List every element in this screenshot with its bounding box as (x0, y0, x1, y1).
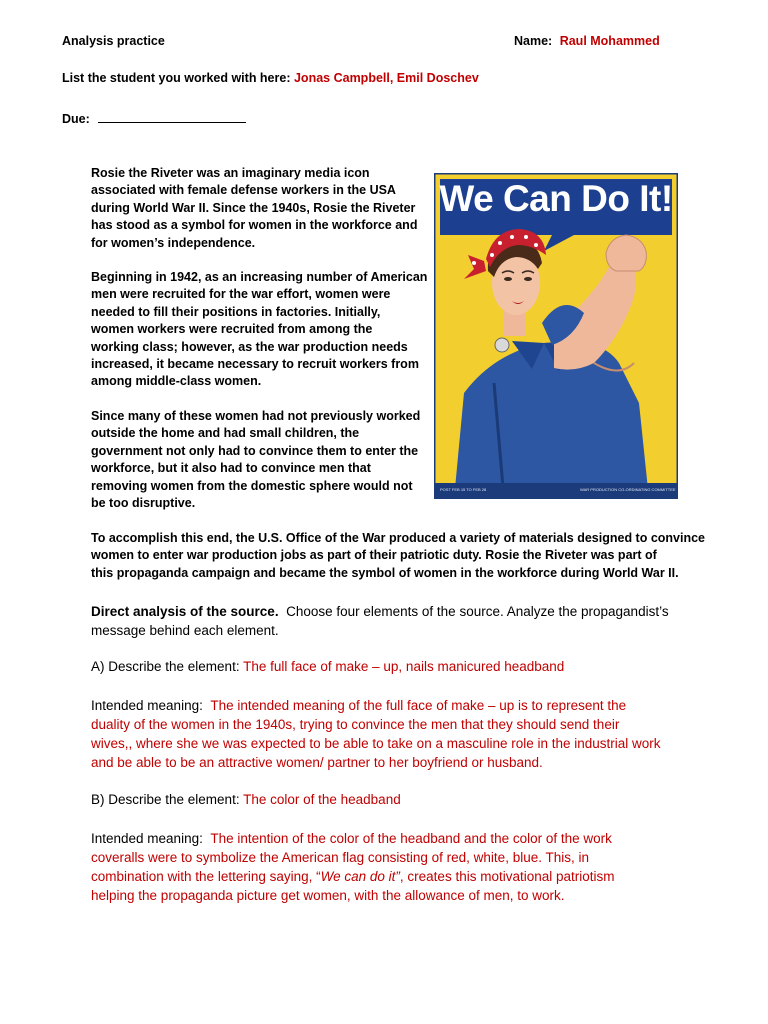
name-field (514, 34, 660, 48)
instructions-heading: Direct analysis of the source. (91, 604, 279, 619)
text-line: during World War II. Since the 1940s, Rosie the Riveter (91, 200, 416, 215)
element-a-meaning (91, 696, 691, 772)
text-line: workforce, but it also had to convince men that (91, 461, 371, 476)
element-b-slogan-quote: We can do it” (320, 869, 400, 884)
poster-illustration (434, 173, 678, 499)
text-line: men were recruited for the war effort, women were (91, 287, 391, 302)
partners-line (62, 71, 479, 85)
element-b-prompt-line (91, 792, 401, 807)
element-a-meaning-label: Intended meaning: (91, 698, 203, 713)
element-b-meaning-text: coveralls were to symbolize the American flag consisting of red, white, blue. This, in (91, 850, 589, 865)
element-b-meaning-text (91, 867, 691, 886)
partners-label: List the student you worked with here: (62, 71, 291, 85)
element-b-meaning (91, 829, 691, 905)
element-b-meaning-text-part: combination with the lettering saying, “ (91, 869, 321, 884)
name-value: Raul Mohammed (559, 34, 660, 48)
we-can-do-it-poster (434, 173, 678, 499)
text-line: increased, it became necessary to recruit workers from (91, 357, 419, 372)
element-a-prompt-line (91, 659, 564, 674)
name-label: Name: (514, 34, 553, 48)
poster-headline: We Can Do It! (439, 178, 673, 219)
element-b-meaning-line-1 (91, 829, 691, 848)
worksheet-title: Analysis practice (62, 34, 165, 48)
text-line: Rosie the Riveter was an imaginary media icon (91, 166, 370, 180)
text-line: associated with female defense workers in the USA (91, 183, 396, 198)
element-b-meaning-text-part: , creates this motivational patriotism (399, 869, 615, 884)
text-line: outside the home and had small children, the (91, 426, 360, 441)
intro-paragraph-3 (91, 408, 420, 512)
text-line: needed to fill their positions in factories. Initially, (91, 304, 381, 319)
element-a-meaning-line-1 (91, 696, 691, 715)
instructions-line-1 (91, 602, 669, 621)
element-b-prompt: B) Describe the element: (91, 792, 240, 807)
element-b-meaning-text: helping the propaganda picture get women, with the allowance of men, to work. (91, 888, 565, 903)
text-line: removing women from the domestic sphere would not (91, 478, 413, 493)
due-blank (98, 109, 246, 123)
element-b-answer: The color of the headband (243, 792, 401, 807)
intro-paragraph-4 (91, 530, 705, 582)
due-label: Due: (62, 112, 90, 126)
instructions-text-2: message behind each element. (91, 623, 279, 638)
text-line: Since many of these women had not previously worked (91, 409, 421, 423)
intro-paragraph-2 (91, 269, 427, 391)
text-line: this propaganda campaign and became the symbol of women in the workforce during World War II. (91, 565, 679, 580)
element-a-meaning-text: and be able to be an attractive women/ partner to her boyfriend or husband. (91, 755, 543, 770)
text-line: women to enter war production jobs as part of their patriotic duty. Rosie the Riveter was part of (91, 548, 657, 563)
poster-footer-right: WAR PRODUCTION CO-ORDINATING COMMITTEE (580, 487, 676, 492)
text-line: has stood as a symbol for women in the workforce and (91, 218, 418, 233)
element-a-meaning-text: duality of the women in the 1940s, trying to convince the men that they should send their (91, 717, 620, 732)
intro-paragraph-1 (91, 165, 417, 252)
text-line: working class; however, as the war production needs (91, 339, 408, 354)
partners-value: Jonas Campbell, Emil Doschev (293, 71, 479, 85)
text-line: To accomplish this end, the U.S. Office of the War produced a variety of materials designed to convince (91, 531, 706, 545)
instructions (91, 602, 669, 640)
element-a-meaning-text: wives,, where she we was expected to be able to take on a masculine role in the industrial work (91, 736, 661, 751)
text-line: for women’s independence. (91, 235, 256, 250)
text-line: among middle-class women. (91, 374, 262, 389)
due-line (62, 109, 246, 126)
text-line: government not only had to convince them to enter the (91, 443, 419, 458)
element-a-answer: The full face of make – up, nails manicured headband (243, 659, 565, 674)
instructions-text-1: Choose four elements of the source. Analyze the propagandist’s (286, 604, 669, 619)
element-a-meaning-text: The intended meaning of the full face of make – up is to represent the (210, 698, 627, 713)
element-b-meaning-label: Intended meaning: (91, 831, 203, 846)
poster-footer-left: POST FEB 15 TO FEB 28 (440, 487, 487, 492)
text-line: be too disruptive. (91, 496, 196, 511)
element-b-meaning-text: The intention of the color of the headband and the color of the work (210, 831, 612, 846)
text-line: women workers were recruited from among the (91, 322, 373, 337)
text-line: Beginning in 1942, as an increasing number of American (91, 270, 428, 284)
element-a-prompt: A) Describe the element: (91, 659, 240, 674)
